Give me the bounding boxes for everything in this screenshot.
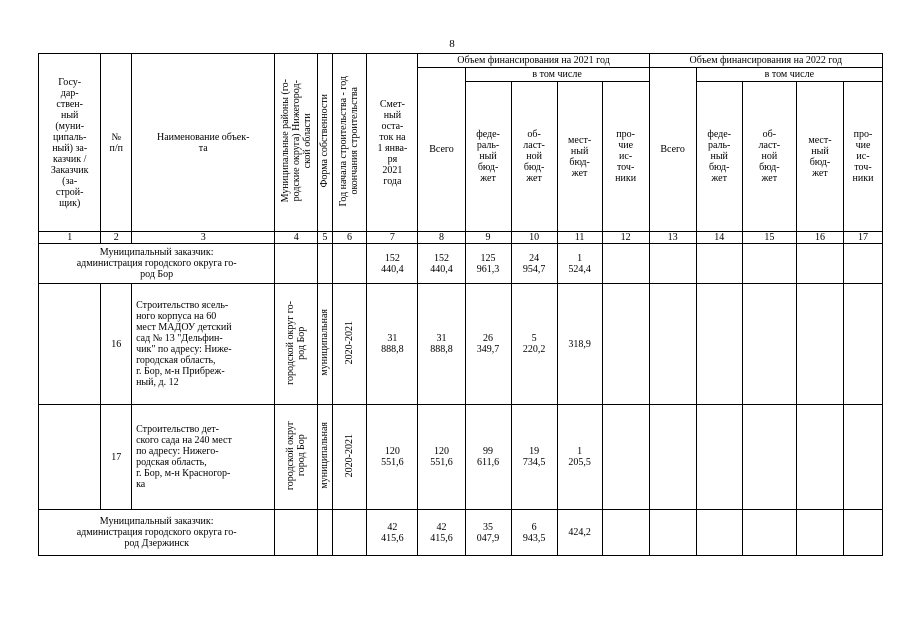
col-number: 8 [418,232,465,244]
cell [843,244,882,284]
cell [796,284,843,405]
header-years: Год начала строительства - год окончания строительства [332,54,367,232]
cell [843,510,882,556]
cell-regional-2021: 24 954,7 [511,244,557,284]
ownership: муниципальная [318,284,332,405]
row-number: 16 [101,284,132,405]
col-number: 15 [742,232,796,244]
col-number: 3 [132,232,275,244]
cell [742,405,796,510]
header-including-2022: в том числе [696,68,882,82]
column-number-row [39,232,883,244]
cell [318,510,332,556]
header-federal-2022: феде- раль- ный бюд- жет [696,82,742,232]
cell-total-2021: 120 551,6 [418,405,465,510]
group-label: Муниципальный заказчик: администрация городского округа го- род Дзержинск [39,510,275,556]
cell [332,244,367,284]
col-number: 16 [796,232,843,244]
object-name: Строительство дет- ского сада на 240 мест по адресу: Нижего- родская область, г. Бор, м-н Красногор- ка [132,405,275,510]
header-total-2021: Всего [418,68,465,232]
col-number: 9 [465,232,511,244]
cell [602,244,649,284]
cell [843,405,882,510]
cell [275,510,318,556]
col-number: 1 [39,232,101,244]
header-total-2022: Всего [649,68,696,232]
header-ownership: Форма собственности [318,54,332,232]
header-local-2021: мест- ный бюд- жет [557,82,602,232]
cell [39,405,101,510]
cell [275,244,318,284]
district: городской округ город Бор [275,405,318,510]
cell [696,405,742,510]
cell [742,510,796,556]
group-row-bor [39,244,883,284]
cell [649,284,696,405]
cell-regional-2021: 6 943,5 [511,510,557,556]
header-number: № п/п [101,54,132,232]
cell [649,244,696,284]
cell-federal-2021: 35 047,9 [465,510,511,556]
header-balance: Смет- ный оста- ток на 1 янва- ря 2021 года [367,54,418,232]
cell [843,284,882,405]
header-fin-2022: Объем финансирования на 2022 год [649,54,882,68]
cell [796,405,843,510]
cell [696,510,742,556]
cell [796,510,843,556]
header-regional-2021: об- ласт- ной бюд- жет [511,82,557,232]
object-name: Строительство ясель- ного корпуса на 60 мест МАДОУ детский сад № 13 "Дельфин- чик" по адресу: Ниже- городская область, г. Бор, м-н Прибреж- ный, д. 12 [132,284,275,405]
cell [39,284,101,405]
group-label: Муниципальный заказчик: администрация городского округа го- род Бор [39,244,275,284]
cell-balance: 152 440,4 [367,244,418,284]
row-number: 17 [101,405,132,510]
cell-regional-2021: 19 734,5 [511,405,557,510]
cell-local-2021: 1 524,4 [557,244,602,284]
cell [742,284,796,405]
table-row [39,405,883,510]
col-number: 17 [843,232,882,244]
cell [602,284,649,405]
cell-federal-2021: 26 349,7 [465,284,511,405]
cell-total-2021: 31 888,8 [418,284,465,405]
cell [649,405,696,510]
group-row-dzerzhinsk [39,510,883,556]
cell [602,510,649,556]
col-number: 14 [696,232,742,244]
page-number: 8 [449,38,455,50]
cell [649,510,696,556]
ownership: муниципальная [318,405,332,510]
header-other-2022: про- чие ис- точ- ники [843,82,882,232]
cell [696,284,742,405]
header-fin-2021: Объем финансирования на 2021 год [418,54,649,68]
cell-regional-2021: 5 220,2 [511,284,557,405]
cell [602,405,649,510]
financing-table [38,53,883,556]
col-number: 12 [602,232,649,244]
years: 2020-2021 [332,405,367,510]
header-district: Муниципальные районы (го- родские округа) Нижегород- ской области [275,54,318,232]
cell [696,244,742,284]
col-number: 13 [649,232,696,244]
cell [332,510,367,556]
cell-balance: 120 551,6 [367,405,418,510]
col-number: 4 [275,232,318,244]
header-customer: Госу- дар- ствен- ный (муни- ципаль- ный) за- казчик / Заказчик (за- строй- щик) [39,54,101,232]
header-object-name: Наименование объек- та [132,54,275,232]
cell-total-2021: 152 440,4 [418,244,465,284]
header-other-2021: про- чие ис- точ- ники [602,82,649,232]
col-number: 6 [332,232,367,244]
col-number: 11 [557,232,602,244]
cell-federal-2021: 125 961,3 [465,244,511,284]
header-federal-2021: феде- раль- ный бюд- жет [465,82,511,232]
cell [318,244,332,284]
header-including-2021: в том числе [465,68,649,82]
header-regional-2022: об- ласт- ной бюд- жет [742,82,796,232]
header-local-2022: мест- ный бюд- жет [796,82,843,232]
years: 2020-2021 [332,284,367,405]
col-number: 7 [367,232,418,244]
district: городской округ го- род Бор [275,284,318,405]
cell-balance: 31 888,8 [367,284,418,405]
cell-local-2021: 424,2 [557,510,602,556]
col-number: 10 [511,232,557,244]
table-row [39,284,883,405]
col-number: 5 [318,232,332,244]
cell-federal-2021: 99 611,6 [465,405,511,510]
cell-total-2021: 42 415,6 [418,510,465,556]
cell [742,244,796,284]
cell-balance: 42 415,6 [367,510,418,556]
cell-local-2021: 1 205,5 [557,405,602,510]
col-number: 2 [101,232,132,244]
cell [796,244,843,284]
cell-local-2021: 318,9 [557,284,602,405]
